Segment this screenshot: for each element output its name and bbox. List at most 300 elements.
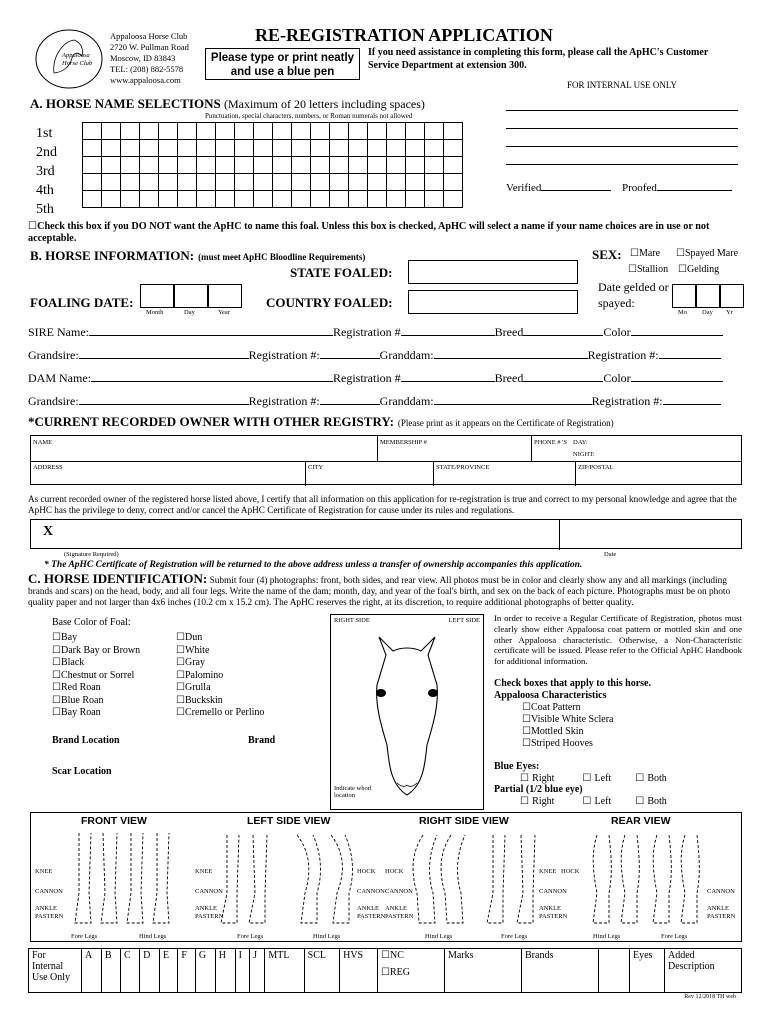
name-letter-cell[interactable] — [216, 174, 235, 191]
name-letter-cell[interactable] — [330, 174, 349, 191]
sire-label: SIRE Name: — [28, 325, 89, 339]
characteristic-option[interactable] — [522, 714, 614, 726]
page-title: RE-REGISTRATION APPLICATION — [255, 25, 553, 45]
signature-box[interactable] — [30, 519, 742, 549]
left-hind-legs-label: Hind Legs — [313, 933, 341, 940]
name-letter-cell[interactable] — [102, 191, 121, 208]
base-color-option[interactable] — [176, 632, 264, 645]
base-colors-left[interactable] — [52, 632, 140, 720]
print-note: Please type or print neatly and use a blue pen — [205, 48, 360, 80]
left-cannon-label: CANNON — [195, 888, 223, 895]
characteristic-label: Striped Hooves — [530, 738, 593, 749]
checkbox-icon[interactable]: ☐ — [582, 796, 595, 807]
footer-internal-label: For Internal Use Only — [29, 949, 82, 993]
logo — [34, 28, 104, 90]
sex-option-spayed-mare[interactable]: ☐Spayed Mare — [676, 248, 739, 259]
choice-3rd: 3rd — [36, 164, 55, 179]
right-fore-pastern-label: PASTERN — [539, 913, 568, 920]
gelded-mo-label: Mo — [678, 309, 688, 316]
owner-phone-label: PHONE # 'S — [534, 439, 567, 446]
name-letter-cell[interactable] — [425, 123, 444, 140]
footer-letter[interactable]: D — [140, 949, 160, 993]
return-note: * The ApHC Certificate of Registration will be returned to the above address unless a transfer of ownership accompanies this application. — [44, 560, 583, 570]
name-letter-cell[interactable] — [235, 157, 254, 174]
sex-spayed-mare-label: Spayed Mare — [684, 248, 739, 259]
footer-nc-label: NC — [389, 950, 404, 961]
footer-added-description[interactable]: Added Description — [665, 949, 742, 993]
name-letter-cell[interactable] — [425, 174, 444, 191]
characteristic-option[interactable] — [522, 726, 614, 738]
brand-label: Brand — [248, 735, 276, 746]
gelded-label: Date gelded or spayed: — [598, 280, 669, 310]
right-fore-ankle-label: ANKLE — [539, 905, 562, 912]
name-letter-cell[interactable] — [197, 191, 216, 208]
footer-eyes[interactable]: Eyes — [630, 949, 665, 993]
checkbox-icon[interactable]: ☐ — [52, 644, 61, 656]
name-letter-cell[interactable] — [387, 140, 406, 157]
name-letter-cell[interactable] — [444, 157, 463, 174]
dam-row[interactable] — [28, 371, 723, 386]
name-letter-cell[interactable] — [159, 140, 178, 157]
checkbox-icon[interactable]: ☐ — [176, 707, 185, 718]
name-letter-cell[interactable] — [387, 174, 406, 191]
footer-letter[interactable]: F — [178, 949, 196, 993]
name-letter-cell[interactable] — [292, 174, 311, 191]
name-letter-cell[interactable] — [159, 174, 178, 191]
leg-views-panel[interactable] — [30, 812, 742, 942]
base-color-option[interactable] — [52, 632, 140, 645]
base-color-option[interactable] — [52, 657, 140, 670]
name-letter-cell[interactable] — [102, 157, 121, 174]
base-color-option[interactable] — [52, 695, 140, 708]
name-letter-cell[interactable] — [83, 191, 102, 208]
partial-eyes-options[interactable] — [520, 796, 667, 807]
foaling-day-box[interactable] — [174, 284, 208, 308]
checkbox-icon[interactable]: ☐ — [176, 669, 185, 681]
left-fore-legs-label: Fore Legs — [237, 933, 264, 940]
name-letter-cell[interactable] — [368, 140, 387, 157]
footer-letter[interactable]: J — [250, 949, 265, 993]
section-a-heading — [30, 96, 425, 112]
internal-use-box — [504, 80, 740, 200]
name-letter-cell[interactable] — [121, 174, 140, 191]
name-letter-cell[interactable] — [273, 157, 292, 174]
base-color-option[interactable] — [176, 682, 264, 695]
grandsire-row-2[interactable] — [28, 394, 721, 409]
name-letter-cell[interactable] — [349, 157, 368, 174]
sex-option-mare[interactable]: ☐Mare — [630, 248, 661, 259]
grandsire-label-1: Grandsire: — [28, 348, 79, 362]
checkbox-icon[interactable]: ☐ — [522, 738, 531, 749]
year-label: Year — [218, 309, 230, 316]
base-color-label: Bay Roan — [60, 707, 101, 718]
left-pastern-label: PASTERN — [195, 913, 224, 920]
name-letter-cell[interactable] — [273, 123, 292, 140]
section-c-intro: Submit four (4) photographs: front, both sides, and rear view. All photos must be in color and clearly show any and all markings (including brands and scars) on the head, body, and all four legs. Write the name of the dam; month, day, and year of the foal's birth, and sex on the back of each picture. Photographs must be on photo quality paper and not larger than 4x6 inches (10.2 cm x 15.2 cm). The ApHC reserves the right, at its discretion, to require additional photographs of better quality. — [28, 576, 731, 608]
section-b-title: B. HORSE INFORMATION: — [30, 248, 195, 263]
name-letter-cell[interactable] — [254, 123, 273, 140]
name-letter-cell[interactable] — [425, 140, 444, 157]
name-letter-cell[interactable] — [330, 157, 349, 174]
characteristic-label: Visible White Sclera — [530, 714, 614, 725]
base-color-label: Base Color of Foal: — [52, 617, 131, 628]
verified-field[interactable] — [506, 182, 611, 194]
gelded-day-box[interactable] — [696, 284, 720, 308]
checkbox-icon[interactable]: ☐ — [52, 632, 61, 643]
name-letter-cell[interactable] — [406, 157, 425, 174]
sire-color-label: Color — [603, 325, 631, 339]
head-right-side-label: RIGHT SIDE — [334, 617, 370, 624]
owner-zip-field[interactable]: ZIP/POSTAL — [578, 464, 614, 471]
checkbox-icon[interactable]: ☐ — [520, 796, 533, 807]
characteristic-option[interactable] — [522, 702, 614, 714]
checkbox-icon[interactable]: ☐ — [52, 682, 61, 693]
base-colors-right[interactable] — [176, 632, 264, 720]
name-grid[interactable] — [82, 122, 463, 208]
blue-eyes-options[interactable] — [520, 773, 667, 784]
sire-breed-label: Breed — [494, 325, 524, 339]
base-color-option[interactable] — [52, 682, 140, 695]
no-name-checkbox[interactable]: ☐ — [28, 221, 38, 232]
base-color-label: Black — [60, 657, 85, 668]
checkbox-icon[interactable]: ☐ — [522, 726, 531, 737]
blue-eye-option[interactable] — [635, 773, 667, 784]
dam-label: DAM Name: — [28, 371, 91, 385]
footer-marks[interactable]: Marks — [445, 949, 522, 993]
name-letter-cell[interactable] — [235, 174, 254, 191]
choice-1st: 1st — [36, 126, 53, 141]
owner-night-field[interactable]: NIGHT: — [573, 451, 595, 458]
name-letter-cell[interactable] — [235, 123, 254, 140]
owner-title: *CURRENT RECORDED OWNER WITH OTHER REGISTRY: — [28, 414, 394, 429]
footer-letter[interactable]: A — [82, 949, 102, 993]
name-letter-cell[interactable] — [406, 140, 425, 157]
sex-stallion-label: Stallion — [636, 264, 669, 275]
grandsire-row-1[interactable] — [28, 348, 721, 363]
name-letter-cell[interactable] — [311, 123, 330, 140]
name-letter-cell[interactable] — [159, 157, 178, 174]
name-letter-cell[interactable] — [140, 123, 159, 140]
section-b-subtitle: (must meet ApHC Bloodline Requirements) — [198, 252, 366, 262]
rear-view-title: REAR VIEW — [611, 815, 671, 827]
owner-heading — [28, 413, 614, 431]
name-letter-cell[interactable] — [349, 191, 368, 208]
owner-membership-field[interactable]: MEMBERSHIP # — [380, 439, 427, 446]
name-letter-cell[interactable] — [349, 123, 368, 140]
name-letter-cell[interactable] — [102, 140, 121, 157]
grandsire-reg-label-1: Registration #: — [248, 348, 320, 362]
name-letter-cell[interactable] — [273, 140, 292, 157]
country-foaled-input[interactable] — [408, 290, 578, 314]
proofed-label: Proofed — [622, 182, 657, 194]
owner-state-field[interactable]: STATE/PROVINCE — [436, 464, 490, 471]
checkbox-icon[interactable]: ☐ — [635, 796, 648, 807]
regular-cert-text: In order to receive a Regular Certificate of Registration, photos must clearly show either Appaloosa coat pattern or mottled skin and one other Appaloosa characteristic. Otherwise, a Non-Characteristic certificate will be issued. Please refer to the Official ApHC Handbook for additional information. — [494, 613, 742, 667]
base-color-label: Dark Bay or Brown — [60, 644, 141, 656]
right-hind-legs-label: Hind Legs — [425, 933, 453, 940]
name-letter-cell[interactable] — [121, 123, 140, 140]
club-phone: TEL: (208) 882-5578 — [110, 64, 184, 74]
base-color-option[interactable] — [176, 695, 264, 708]
rear-fore-legs-label: Fore Legs — [661, 933, 688, 940]
name-letter-cell[interactable] — [368, 157, 387, 174]
sex-label: SEX: — [592, 247, 622, 262]
right-fore-legs-label: Fore Legs — [501, 933, 528, 940]
owner-info-table — [30, 435, 742, 485]
name-letter-cell[interactable] — [83, 174, 102, 191]
owner-address-field[interactable]: ADDRESS — [33, 464, 63, 471]
name-letter-cell[interactable] — [102, 123, 121, 140]
granddam-reg-label-1: Registration #: — [587, 348, 659, 362]
name-letter-cell[interactable] — [102, 174, 121, 191]
footer-letter[interactable]: SCL — [304, 949, 339, 993]
gelded-month-box[interactable] — [672, 284, 696, 308]
right-ankle-label: ANKLE — [385, 905, 408, 912]
footer-blank-1[interactable] — [599, 949, 630, 993]
base-color-option[interactable] — [176, 645, 264, 658]
name-letter-cell[interactable] — [292, 157, 311, 174]
checkbox-icon[interactable]: ☐ — [52, 707, 61, 718]
name-letter-cell[interactable] — [425, 157, 444, 174]
foaling-month-box[interactable] — [140, 284, 174, 308]
name-letter-cell[interactable] — [349, 174, 368, 191]
rear-hind-legs-label: Hind Legs — [593, 933, 621, 940]
name-letter-cell[interactable] — [406, 174, 425, 191]
partial-eye-option[interactable] — [520, 796, 554, 807]
footer-letter[interactable]: MTL — [265, 949, 304, 993]
checkbox-icon[interactable]: ☐ — [52, 669, 61, 681]
characteristic-label: Mottled Skin — [530, 726, 584, 737]
blue-eye-option[interactable] — [582, 773, 611, 784]
partial-eye-option[interactable] — [635, 796, 667, 807]
granddam-label-2: Granddam: — [379, 394, 434, 408]
name-letter-cell[interactable] — [235, 140, 254, 157]
front-view-title: FRONT VIEW — [81, 815, 147, 827]
name-letter-cell[interactable] — [254, 157, 273, 174]
name-letter-cell[interactable] — [83, 123, 102, 140]
assist-note: If you need assistance in completing this form, please call the ApHC's Customer Service Department at extension 300. — [368, 47, 709, 71]
footer-letter[interactable]: B — [101, 949, 120, 993]
club-address-line2: Moscow, ID 83843 — [110, 53, 176, 63]
front-ankle-label: ANKLE — [35, 905, 58, 912]
checkbox-icon[interactable]: ☐ — [176, 644, 185, 656]
footer-reg-label: REG — [389, 967, 410, 978]
name-letter-cell[interactable] — [292, 123, 311, 140]
owner-city-field[interactable]: CITY — [308, 464, 324, 471]
base-color-label: Palomino — [184, 669, 224, 681]
no-name-checkbox-text: Check this box if you DO NOT want the ApHC to name this foal. Unless this box is checked, ApHC will select a name if your name choices are in use or not acceptable. — [28, 221, 710, 244]
no-name-checkbox-row[interactable] — [28, 221, 743, 245]
footer-letter[interactable]: G — [195, 949, 215, 993]
name-letter-cell[interactable] — [178, 157, 197, 174]
footer-brands[interactable]: Brands — [522, 949, 599, 993]
dam-registration-label: Registration # — [333, 371, 401, 385]
gelded-day-label: Day — [702, 309, 713, 316]
name-letter-cell[interactable] — [406, 191, 425, 208]
head-left-side-label: LEFT SIDE — [448, 617, 480, 624]
name-letter-cell[interactable] — [197, 157, 216, 174]
section-b-heading — [30, 247, 365, 265]
name-letter-cell[interactable] — [444, 140, 463, 157]
name-letter-cell[interactable] — [444, 123, 463, 140]
sex-option-gelding[interactable]: ☐Gelding — [678, 264, 720, 275]
name-letter-cell[interactable] — [216, 123, 235, 140]
partial-label: Partial (1/2 blue eye) — [494, 784, 583, 795]
name-letter-cell[interactable] — [159, 191, 178, 208]
name-letter-cell[interactable] — [178, 140, 197, 157]
name-letter-cell[interactable] — [197, 123, 216, 140]
checkbox-icon[interactable]: ☐ — [522, 714, 531, 725]
name-letter-cell[interactable] — [197, 140, 216, 157]
name-letter-cell[interactable] — [83, 140, 102, 157]
name-letter-cell[interactable] — [254, 174, 273, 191]
name-letter-cell[interactable] — [273, 191, 292, 208]
rear-ankle-label: ANKLE — [707, 905, 730, 912]
name-letter-cell[interactable] — [235, 191, 254, 208]
rear-pastern-label: PASTERN — [707, 913, 736, 920]
state-foaled-input[interactable] — [408, 260, 578, 284]
horse-head-drawing — [331, 615, 483, 809]
base-color-option[interactable] — [52, 707, 140, 720]
name-letter-cell[interactable] — [273, 174, 292, 191]
owner-name-field[interactable]: NAME — [33, 439, 53, 446]
leg-diagrams — [31, 813, 741, 941]
characteristic-checklist[interactable] — [522, 702, 614, 750]
verified-label: Verified — [506, 182, 542, 194]
name-letter-cell[interactable] — [349, 140, 368, 157]
checkbox-icon[interactable]: ☐ — [176, 632, 185, 643]
name-letter-cell[interactable] — [387, 191, 406, 208]
name-letter-cell[interactable] — [292, 191, 311, 208]
section-a-note: Punctuation, special characters, numbers, or Roman numerals not allowed — [205, 112, 413, 120]
name-letter-cell[interactable] — [387, 157, 406, 174]
partial-eye-option[interactable] — [582, 796, 611, 807]
name-letter-cell[interactable] — [121, 140, 140, 157]
base-color-option[interactable] — [52, 670, 140, 683]
name-letter-cell[interactable] — [140, 174, 159, 191]
footer-letter[interactable]: HVS — [340, 949, 378, 993]
left-hind-ankle-label: ANKLE — [357, 905, 380, 912]
right-view-title: RIGHT SIDE VIEW — [419, 815, 509, 827]
name-letter-cell[interactable] — [197, 174, 216, 191]
checkbox-icon[interactable]: ☐ — [176, 682, 185, 693]
name-letter-cell[interactable] — [178, 191, 197, 208]
name-letter-cell[interactable] — [140, 191, 159, 208]
base-color-option[interactable] — [52, 645, 140, 658]
foaling-year-box[interactable] — [208, 284, 242, 308]
blue-eye-option[interactable] — [520, 773, 554, 784]
club-website: www.appaloosa.com — [110, 75, 181, 85]
front-fore-legs-label: Fore Legs — [71, 933, 98, 940]
name-letter-cell[interactable] — [140, 157, 159, 174]
name-letter-cell[interactable] — [368, 123, 387, 140]
owner-day-field[interactable]: DAY: — [573, 439, 588, 446]
name-letter-cell[interactable] — [159, 123, 178, 140]
choice-2nd: 2nd — [36, 145, 57, 160]
sex-option-stallion[interactable]: ☐Stallion — [628, 264, 669, 275]
name-letter-cell[interactable] — [216, 191, 235, 208]
base-color-option[interactable] — [176, 670, 264, 683]
section-c-intro-block — [28, 573, 744, 609]
name-letter-cell[interactable] — [83, 157, 102, 174]
right-knee-label: KNEE — [539, 868, 557, 875]
name-letter-cell[interactable] — [254, 140, 273, 157]
checkbox-icon[interactable]: ☐ — [582, 773, 595, 784]
name-letter-cell[interactable] — [311, 191, 330, 208]
name-letter-cell[interactable] — [330, 140, 349, 157]
footer-letter[interactable]: I — [235, 949, 249, 993]
footer-letter[interactable]: H — [215, 949, 235, 993]
footer-letter[interactable]: E — [160, 949, 178, 993]
name-letter-cell[interactable] — [178, 123, 197, 140]
name-letter-cell[interactable] — [330, 191, 349, 208]
base-color-label: Gray — [184, 657, 205, 668]
name-letter-cell[interactable] — [216, 157, 235, 174]
country-foaled-label: COUNTRY FOALED: — [266, 295, 393, 310]
partial-eye-label: Right — [532, 796, 555, 807]
name-letter-cell[interactable] — [121, 191, 140, 208]
checkbox-icon[interactable]: ☐ — [635, 773, 648, 784]
sire-row[interactable] — [28, 325, 742, 340]
checkbox-icon[interactable]: ☐ — [520, 773, 533, 784]
front-hind-legs-label: Hind Legs — [139, 933, 167, 940]
state-foaled-label: STATE FOALED: — [290, 265, 393, 280]
checkbox-icon[interactable]: ☐ — [176, 694, 185, 706]
brand-location-label: Brand Location — [52, 735, 120, 746]
name-letter-cell[interactable] — [406, 123, 425, 140]
right-pastern-label: PASTERN — [385, 913, 414, 920]
proofed-field[interactable] — [622, 182, 732, 194]
name-letter-cell[interactable] — [330, 123, 349, 140]
name-letter-cell[interactable] — [292, 140, 311, 157]
checkbox-icon[interactable]: ☐ — [176, 657, 185, 668]
choice-5th: 5th — [36, 202, 54, 217]
name-letter-cell[interactable] — [387, 123, 406, 140]
name-letter-cell[interactable] — [311, 157, 330, 174]
name-letter-cell[interactable] — [216, 140, 235, 157]
name-letter-cell[interactable] — [425, 191, 444, 208]
characteristic-option[interactable] — [522, 738, 614, 750]
name-letter-cell[interactable] — [368, 191, 387, 208]
head-diagram[interactable] — [330, 614, 484, 810]
name-letter-cell[interactable] — [368, 174, 387, 191]
name-letter-cell[interactable] — [178, 174, 197, 191]
name-letter-cell[interactable] — [311, 140, 330, 157]
checkbox-icon[interactable]: ☐ — [52, 694, 61, 706]
footer-letter[interactable]: C — [121, 949, 140, 993]
date-label: Date — [604, 551, 617, 558]
right-cannon-label: CANNON — [385, 888, 413, 895]
checkbox-icon[interactable]: ☐ — [522, 702, 531, 713]
name-letter-cell[interactable] — [140, 140, 159, 157]
checkbox-icon[interactable]: ☐ — [52, 657, 61, 668]
base-color-option[interactable] — [176, 707, 264, 720]
base-color-option[interactable] — [176, 657, 264, 670]
base-color-label: Bay — [60, 632, 78, 643]
front-pastern-label: PASTERN — [35, 913, 64, 920]
rear-cannon-label: CANNON — [707, 888, 735, 895]
gelded-year-box[interactable] — [720, 284, 744, 308]
signature-x: X — [43, 524, 54, 539]
footer-nc-reg[interactable]: ☐NC ☐REG — [378, 949, 445, 993]
name-letter-cell[interactable] — [444, 174, 463, 191]
grandsire-label-2: Grandsire: — [28, 394, 79, 408]
name-letter-cell[interactable] — [121, 157, 140, 174]
name-letter-cell[interactable] — [254, 191, 273, 208]
right-fore-cannon-label: CANNON — [539, 888, 567, 895]
name-letter-cell[interactable] — [444, 191, 463, 208]
name-letter-cell[interactable] — [311, 174, 330, 191]
